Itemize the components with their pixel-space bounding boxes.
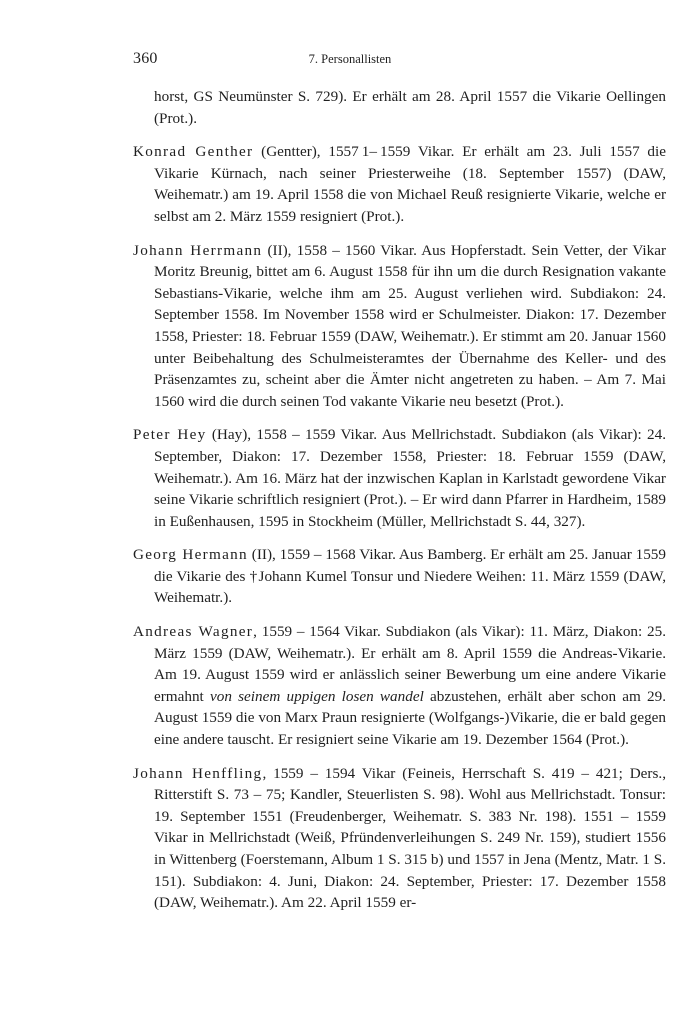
entry-text: , 1559 – 1594 Vikar (Feineis, Herrschaft S. 419 – 421; Ders., Ritterstift S. 73 – 75; Kandler, Steuerlisten S. 98). Wohl aus Mellrichstadt. Tonsur: 19. September 1551 (Freudenberger, Weihematr. S. 383 Nr. 198). 1551 – 1559 Vikar in Mellrichstadt (Weiß, Pfründenverleihungen S. 249 Nr. 159), studiert 1556 in Wittenberg (Foerstemann, Album 1 S. 315 b) und 1557 in Jena (Mentz, Matr. 1 S. 151). Subdiakon: 4. Juni, Diakon: 24. September, Priester: 17. Dezember 1558 (DAW, Weihematr.). Am 22. April 1559 er- (154, 764, 666, 912)
entry-johann-herrmann (133, 240, 666, 413)
entry-name: Georg Hermann (133, 546, 248, 564)
entry-johann-henffling (133, 763, 666, 914)
page-number: 360 (133, 50, 158, 67)
entry-text: (Hay), 1558 – 1559 Vikar. Aus Mellrichstadt. Subdiakon (als Vikar): 24. September, Diakon: 17. Dezember 1558, Priester: 18. Februar 1559 (DAW, Weihematr.). Am 16. März hat der inzwischen Kaplan in Karlstadt gewordene Vikar seine Vikarie schriftlich resigniert (Prot.). – Er wird dann Pfarrer in Hardheim, 1589 in Eußenhausen, 1595 in Stockheim (Müller, Mellrichstadt S. 44, 327). (154, 426, 666, 530)
italic-quotation: von seinem uppigen losen wandel (209, 687, 424, 705)
entry-peter-hey (133, 424, 666, 532)
entry-name: Johann Henffling (133, 764, 263, 782)
entry-text: (II), 1558 – 1560 Vikar. Aus Hopferstadt. Sein Vetter, der Vikar Moritz Breunig, bittet am 6. August 1558 für ihn um die durch Resignation vakante Sebastians-Vikarie, welche ihm am 25. August verliehen wird. Subdiakon: 24. September 1558. Im November 1558 wird er Schulmeister. Diakon: 17. Dezember 1558, Priester: 18. Februar 1559 (DAW, Weihematr.). Er stimmt am 20. Januar 1560 unter Beibehaltung des Schulmeisteramtes der Übernahme des Keller- und des Präsenzamtes zu, scheint aber die Ämter nicht angetreten zu haben. – Am 7. Mai 1560 wird die durch seinen Tod vakante Vikarie neu besetzt (Prot.). (154, 241, 667, 410)
continuation-text: horst, GS Neumünster S. 729). Er erhält am 28. April 1557 die Vikarie Oellingen (Prot.). (154, 88, 666, 127)
entry-konrad-genther (133, 141, 666, 227)
entry-text: , 1559 – 1564 Vikar. Subdiakon (als Vikar): 11. März, Diakon: 25. März 1559 (DAW, Weihematr.). Er erhält am 8. April 1559 die Andreas-Vikarie. Am 19. August 1559 wird er anlässlich seiner Bewerbung um eine andere Vikarie ermahnt (154, 623, 667, 705)
body-text (133, 86, 666, 926)
entry-andreas-wagner (133, 621, 666, 751)
running-head: 7. Personallisten (308, 52, 392, 66)
entry-georg-hermann (133, 544, 666, 609)
entry-text-continued: abzustehen, erhält aber schon am 29. August 1559 die von Marx Praun resignierte (Wolfgangs-)Vikarie, die er bald gegen eine andere tauscht. Er resigniert seine Vikarie am 19. Dezember 1564 (Prot.). (154, 687, 667, 749)
entry-text: (Gentter), 1557 1– 1559 Vikar. Er erhält am 23. Juli 1557 die Vikarie Kürnach, nach seiner Priesterweihe (18. September 1557) (DAW, Weihematr.) am 19. April 1558 die von Michael Reuß resignierte Vikarie, welche er selbst am 2. März 1559 resigniert (Prot.). (154, 143, 666, 225)
entry-name: Peter Hey (133, 426, 207, 444)
entry-name: Johann Herrmann (133, 241, 263, 259)
dagger-symbol: † (249, 567, 258, 585)
entry-text: (II), 1559 – 1568 Vikar. Aus Bamberg. Er erhält am 25. Januar 1559 die Vikarie des (154, 546, 666, 585)
continuation-paragraph (133, 86, 666, 129)
entry-name: Andreas Wagner (133, 623, 254, 641)
entry-text-continued: Johann Kumel Tonsur und Niedere Weihen: 11. März 1559 (DAW, Weihematr.). (154, 567, 667, 607)
entry-name: Konrad Genther (133, 143, 254, 161)
